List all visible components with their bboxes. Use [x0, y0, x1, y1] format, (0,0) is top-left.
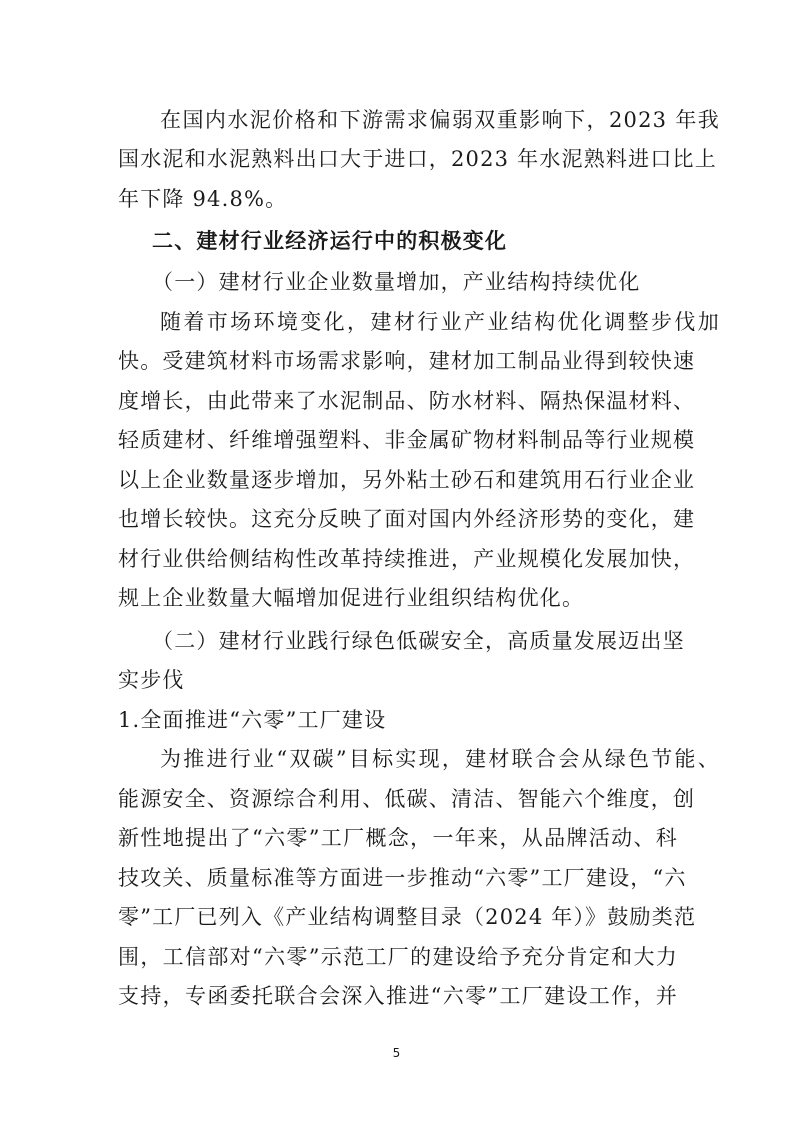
- paragraph-line: 材行业供给侧结构性改革持续推进，产业规模化发展加快，: [118, 547, 696, 571]
- paragraph-line: 为推进行业“双碳”目标实现，建材联合会从绿色节能、: [160, 747, 720, 771]
- paragraph-line: 也增长较快。这充分反映了面对国内外经济形势的变化，建: [118, 507, 696, 531]
- paragraph-line: 以上企业数量逐步增加，另外粘土砂石和建筑用石行业企业: [118, 468, 696, 492]
- paragraph-line: 零”工厂已列入《产业结构调整目录（2024 年）》鼓励类范: [118, 905, 697, 929]
- paragraph-line: 技攻关、质量标准等方面进一步推动“六零”工厂建设，“六: [118, 866, 687, 890]
- paragraph-line: 围，工信部对“六零”示范工厂的建设给予充分肯定和大力: [118, 945, 678, 969]
- paragraph-line: 快。受建筑材料市场需求影响，建材加工制品业得到较快速: [118, 349, 696, 373]
- paragraph-line: 年下降 94.8%。: [118, 187, 288, 211]
- subsection-heading-continued: 实步伐: [118, 668, 185, 692]
- paragraph-line: 支持，专函委托联合会深入推进“六零”工厂建设工作，并: [118, 984, 678, 1008]
- paragraph-line: 国水泥和水泥熟料出口大于进口，2023 年水泥熟料进口比上: [118, 147, 717, 171]
- subsection-heading: （二）建材行业践行绿色低碳安全，高质量发展迈出坚: [152, 629, 685, 653]
- numbered-heading: 1.全面推进“六零”工厂建设: [118, 708, 387, 732]
- paragraph-line: 能源安全、资源综合利用、低碳、清洁、智能六个维度，创: [118, 787, 696, 811]
- page-number: 5: [392, 1046, 401, 1060]
- paragraph-line: 规上企业数量大幅增加促进行业组织结构优化。: [118, 586, 585, 610]
- paragraph-line: 轻质建材、纤维增强塑料、非金属矿物材料制品等行业规模: [118, 428, 696, 452]
- paragraph-line: 随着市场环境变化，建材行业产业结构优化调整步伐加: [160, 310, 720, 334]
- paragraph-line: 在国内水泥价格和下游需求偏弱双重影响下，2023 年我: [160, 108, 720, 132]
- paragraph-line: 新性地提出了“六零”工厂概念，一年来，从品牌活动、科: [118, 826, 678, 850]
- section-heading: 二、建材行业经济运行中的积极变化: [152, 228, 508, 253]
- paragraph-line: 度增长，由此带来了水泥制品、防水材料、隔热保温材料、: [118, 389, 696, 413]
- subsection-heading: （一）建材行业企业数量增加，产业结构持续优化: [152, 270, 641, 294]
